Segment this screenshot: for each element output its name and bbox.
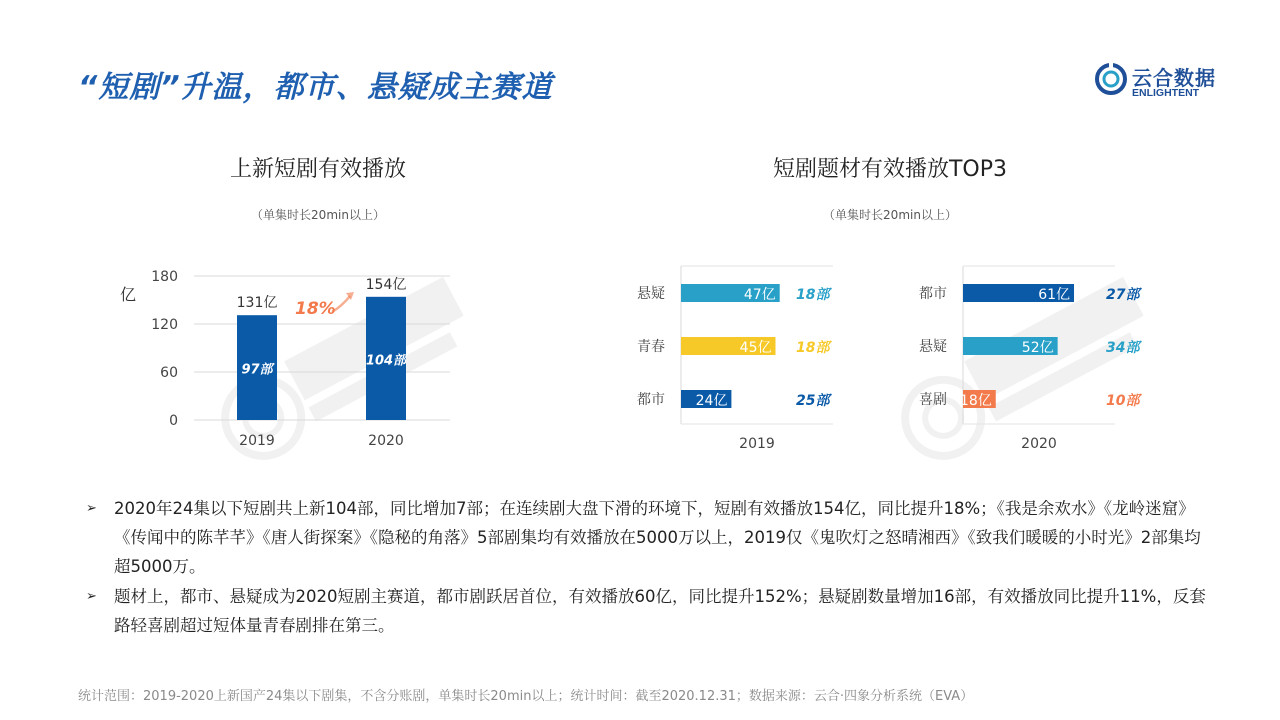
- category-label: 悬疑: [919, 339, 947, 355]
- y-tick-label: 120: [151, 317, 178, 333]
- bar-inner-label: 97部: [241, 362, 273, 378]
- count-label: 10部: [1106, 393, 1140, 409]
- y-tick-label: 0: [169, 413, 178, 429]
- logo-text-cn: 云合数据: [1132, 66, 1216, 90]
- count-label: 18部: [796, 287, 830, 303]
- bar-value-label: 18亿: [959, 393, 992, 409]
- bar-value-label: 52亿: [1021, 340, 1054, 356]
- topic-chart-2020: [900, 262, 1160, 462]
- category-label: 喜剧: [919, 392, 947, 408]
- brand-logo: [1094, 62, 1224, 102]
- topic-chart-2019: [620, 262, 860, 462]
- bar-value-label: 47亿: [743, 287, 776, 303]
- bullet-item: [86, 582, 1216, 640]
- y-axis-unit: 亿: [120, 285, 137, 304]
- bar-inner-label: 104部: [365, 353, 407, 369]
- right-chart-title: 短剧题材有效播放TOP3: [772, 157, 1008, 182]
- x-tick-label: 2019: [239, 433, 275, 449]
- bar-value-label: 45亿: [739, 340, 772, 356]
- x-axis-label: 2019: [739, 436, 775, 452]
- logo-mark-icon: [1094, 62, 1128, 96]
- x-tick-label: 2020: [368, 433, 404, 449]
- bar-value-label: 131亿: [236, 295, 278, 312]
- category-label: 青春: [637, 339, 665, 355]
- growth-annotation: 18%: [295, 299, 336, 319]
- count-label: 25部: [796, 393, 830, 409]
- x-axis-label: 2020: [1021, 436, 1057, 452]
- category-label: 悬疑: [637, 286, 665, 302]
- category-label: 都市: [637, 392, 665, 408]
- left-chart-title: 上新短剧有效播放: [229, 157, 407, 182]
- category-label: 都市: [919, 286, 947, 302]
- left-chart-subtitle: （单集时长20min以上）: [251, 208, 385, 222]
- bar-value-label: 24亿: [695, 393, 728, 409]
- logo-text-en: ENLIGHTENT: [1132, 87, 1200, 99]
- bar-value-label: 61亿: [1038, 287, 1071, 303]
- y-tick-label: 60: [160, 365, 178, 381]
- bullet-item: [86, 494, 1216, 581]
- footer-source-note: 统计范围：2019-2020上新国产24集以下剧集，不含分账剧，单集时长20min以上；统计时间：截至2020.12.31；数据来源：云合·四象分析系统（EVA）: [78, 689, 974, 704]
- count-label: 18部: [796, 340, 830, 356]
- left-bar-chart: [110, 262, 470, 462]
- page-title: “短剧”升温，都市、悬疑成主赛道: [78, 70, 553, 105]
- bar-value-label: 154亿: [365, 276, 407, 293]
- summary-bullets: [86, 494, 1216, 641]
- bullet-text: 题材上，都市、悬疑成为2020短剧主赛道，都市剧跃居首位，有效播放60亿，同比提升152%；悬疑剧数量增加16部，有效播放同比提升11%，反套路轻喜剧超过短体量青春剧排在第三。: [114, 587, 1206, 635]
- count-label: 27部: [1106, 287, 1140, 303]
- count-label: 34部: [1106, 340, 1140, 356]
- y-tick-label: 180: [151, 269, 178, 285]
- bullet-arrow-icon: ➢: [86, 589, 97, 604]
- bullet-text: 2020年24集以下短剧共上新104部，同比增加7部；在连续剧大盘下滑的环境下，短剧有效播放154亿，同比提升18%；《我是余欢水》《龙岭迷窟》《传闻中的陈芊芊》《唐人街探案》《隐秘的角落》5部剧集均有效播放在5000万以上，2019仅《鬼吹灯之怒晴湘西》《致我们暖暖的小时光》2部集均超5000万。: [114, 499, 1201, 576]
- bullet-arrow-icon: ➢: [86, 501, 97, 516]
- right-chart-subtitle: （单集时长20min以上）: [823, 208, 957, 222]
